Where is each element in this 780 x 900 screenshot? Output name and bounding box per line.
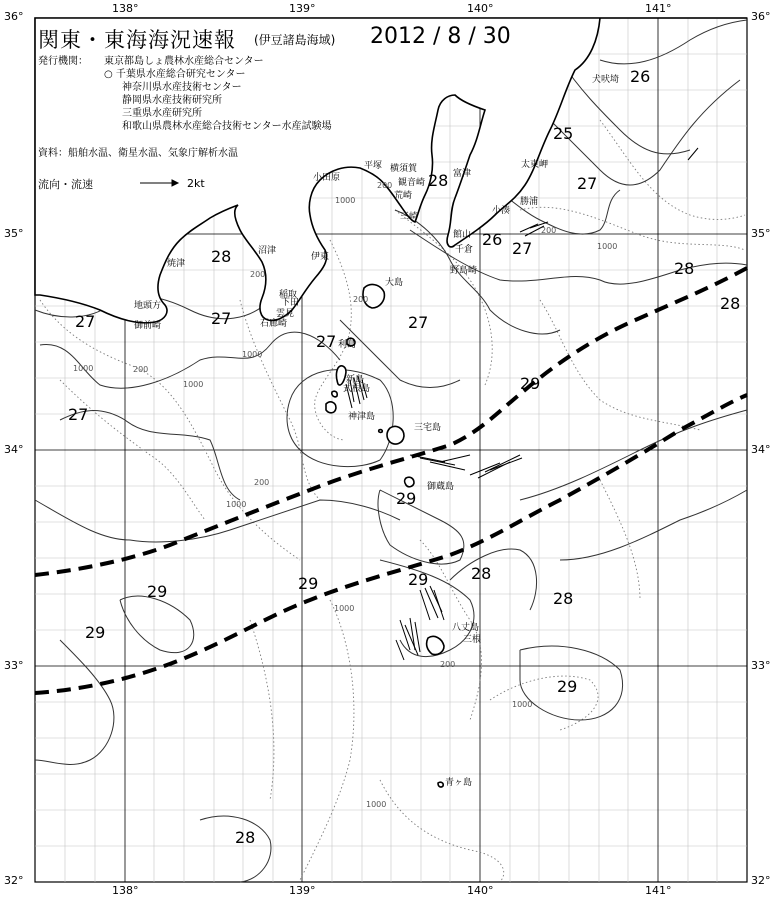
place-label: 横須賀 [390,164,418,174]
lon-tick-bottom: 140° [467,884,494,897]
isotherm-label: 29 [557,677,578,696]
lat-tick-left: 33° [4,659,24,672]
organization-1: 東京都島しょ農林水産総合センター [104,56,264,67]
depth-label: 200 [541,226,557,235]
depth-label: 200 [377,181,393,190]
place-label: 下田 [281,298,300,308]
lon-tick-bottom: 138° [112,884,139,897]
isotherm-label: 25 [553,124,574,143]
place-label: 御蔵島 [427,482,455,492]
organization-2: ○ 千葉県水産総合研究センター [104,69,246,80]
place-label: 八丈島 [452,623,480,633]
isotherm-label: 28 [211,247,232,266]
place-label: 式根島 [343,384,371,394]
isotherm-label: 27 [577,174,598,193]
place-label: 神津島 [348,412,376,422]
place-label: 館山 [453,230,472,240]
isotherm-label: 29 [520,374,541,393]
place-label: 平塚 [364,161,383,171]
place-label: 利島 [338,340,357,350]
lon-tick-top: 141° [645,2,672,15]
isotherm-label: 27 [512,239,533,258]
isotherm-label: 28 [428,171,449,190]
depth-label: 1000 [335,196,356,205]
depth-label: 200 [133,365,149,374]
place-label: 沼津 [258,246,277,256]
place-label: 小田原 [313,173,341,183]
organizations-label: 発行機関： [38,56,88,67]
lon-tick-top: 140° [467,2,494,15]
depth-label: 200 [254,478,270,487]
lat-tick-left: 35° [4,227,24,240]
depth-label: 1000 [183,380,204,389]
place-label: 太東岬 [521,160,549,170]
lat-tick-right: 36° [751,10,771,23]
place-label: 小湊 [492,206,511,216]
organization-4: 静岡県水産技術研究所 [122,95,222,106]
isotherm-label: 27 [75,312,96,331]
place-label: 三根 [463,635,482,645]
depth-label: 200 [353,295,369,304]
place-label: 荒崎 [394,191,413,201]
place-label: 大島 [385,278,404,288]
organization-5: 三重県水産研究所 [122,108,202,119]
place-label: 雲見 [276,309,295,319]
isotherm-label: 28 [720,294,741,313]
isotherm-label: 29 [147,582,168,601]
lon-tick-top: 139° [289,2,316,15]
lat-tick-right: 34° [751,443,771,456]
place-label: 三崎 [400,212,419,222]
lat-tick-left: 34° [4,443,24,456]
place-label: 観音崎 [398,178,426,188]
organization-3: 神奈川県水産技術センター [122,82,242,93]
isotherm-label: 28 [674,259,695,278]
place-label: 新島 [346,375,365,385]
lat-tick-right: 35° [751,227,771,240]
place-label: 野島崎 [450,266,478,276]
place-label: 三宅島 [414,423,442,433]
isotherm-label: 27 [408,313,429,332]
lon-tick-bottom: 139° [289,884,316,897]
depth-label: 1000 [366,800,387,809]
depth-label: 1000 [242,350,263,359]
place-label: 地頭方 [134,301,162,311]
isotherm-label: 28 [553,589,574,608]
map-subtitle: (伊豆諸島海域) [254,33,336,47]
isotherm-label: 27 [316,332,337,351]
depth-label: 1000 [597,242,618,251]
place-label: 伊東 [311,252,330,262]
place-label: 犬吠埼 [592,75,620,85]
place-label: 石廊崎 [260,319,288,329]
isotherm-label: 28 [471,564,492,583]
lat-tick-left: 32° [4,874,24,887]
isotherm-label: 29 [298,574,319,593]
isotherm-label: 27 [211,309,232,328]
isotherm-label: 27 [68,405,89,424]
depth-label: 200 [250,270,266,279]
map-date: 2012 / 8 / 30 [370,24,511,49]
place-label: 千倉 [455,245,474,255]
lat-tick-left: 36° [4,10,24,23]
lon-tick-top: 138° [112,2,139,15]
data-sources: 資料：船舶水温、衛星水温、気象庁解析水温 [38,148,238,159]
isotherm-label: 26 [630,67,651,86]
flow-legend-label: 流向・流速 [38,178,93,191]
place-label: 焼津 [167,259,186,269]
isotherm-label: 28 [235,828,256,847]
depth-label: 1000 [226,500,247,509]
depth-label: 1000 [73,364,94,373]
place-label: 稲取 [279,290,298,300]
lat-tick-right: 32° [751,874,771,887]
place-label: 御前崎 [134,321,162,331]
depth-label: 1000 [512,700,533,709]
organization-6: 和歌山県農林水産総合技術センター水産試験場 [122,121,332,132]
depth-label: 1000 [334,604,355,613]
isotherm-label: 29 [85,623,106,642]
lat-tick-right: 33° [751,659,771,672]
place-label: 富津 [453,169,472,179]
isotherm-label: 29 [396,489,417,508]
place-label: 青ヶ島 [445,778,473,788]
place-label: 勝浦 [520,197,539,207]
isotherm-label: 26 [482,230,503,249]
isotherm-label: 29 [408,570,429,589]
lon-tick-bottom: 141° [645,884,672,897]
flow-legend-value: 2kt [187,177,205,190]
map-title: 関東・東海海況速報 [38,28,236,52]
depth-label: 200 [440,660,456,669]
